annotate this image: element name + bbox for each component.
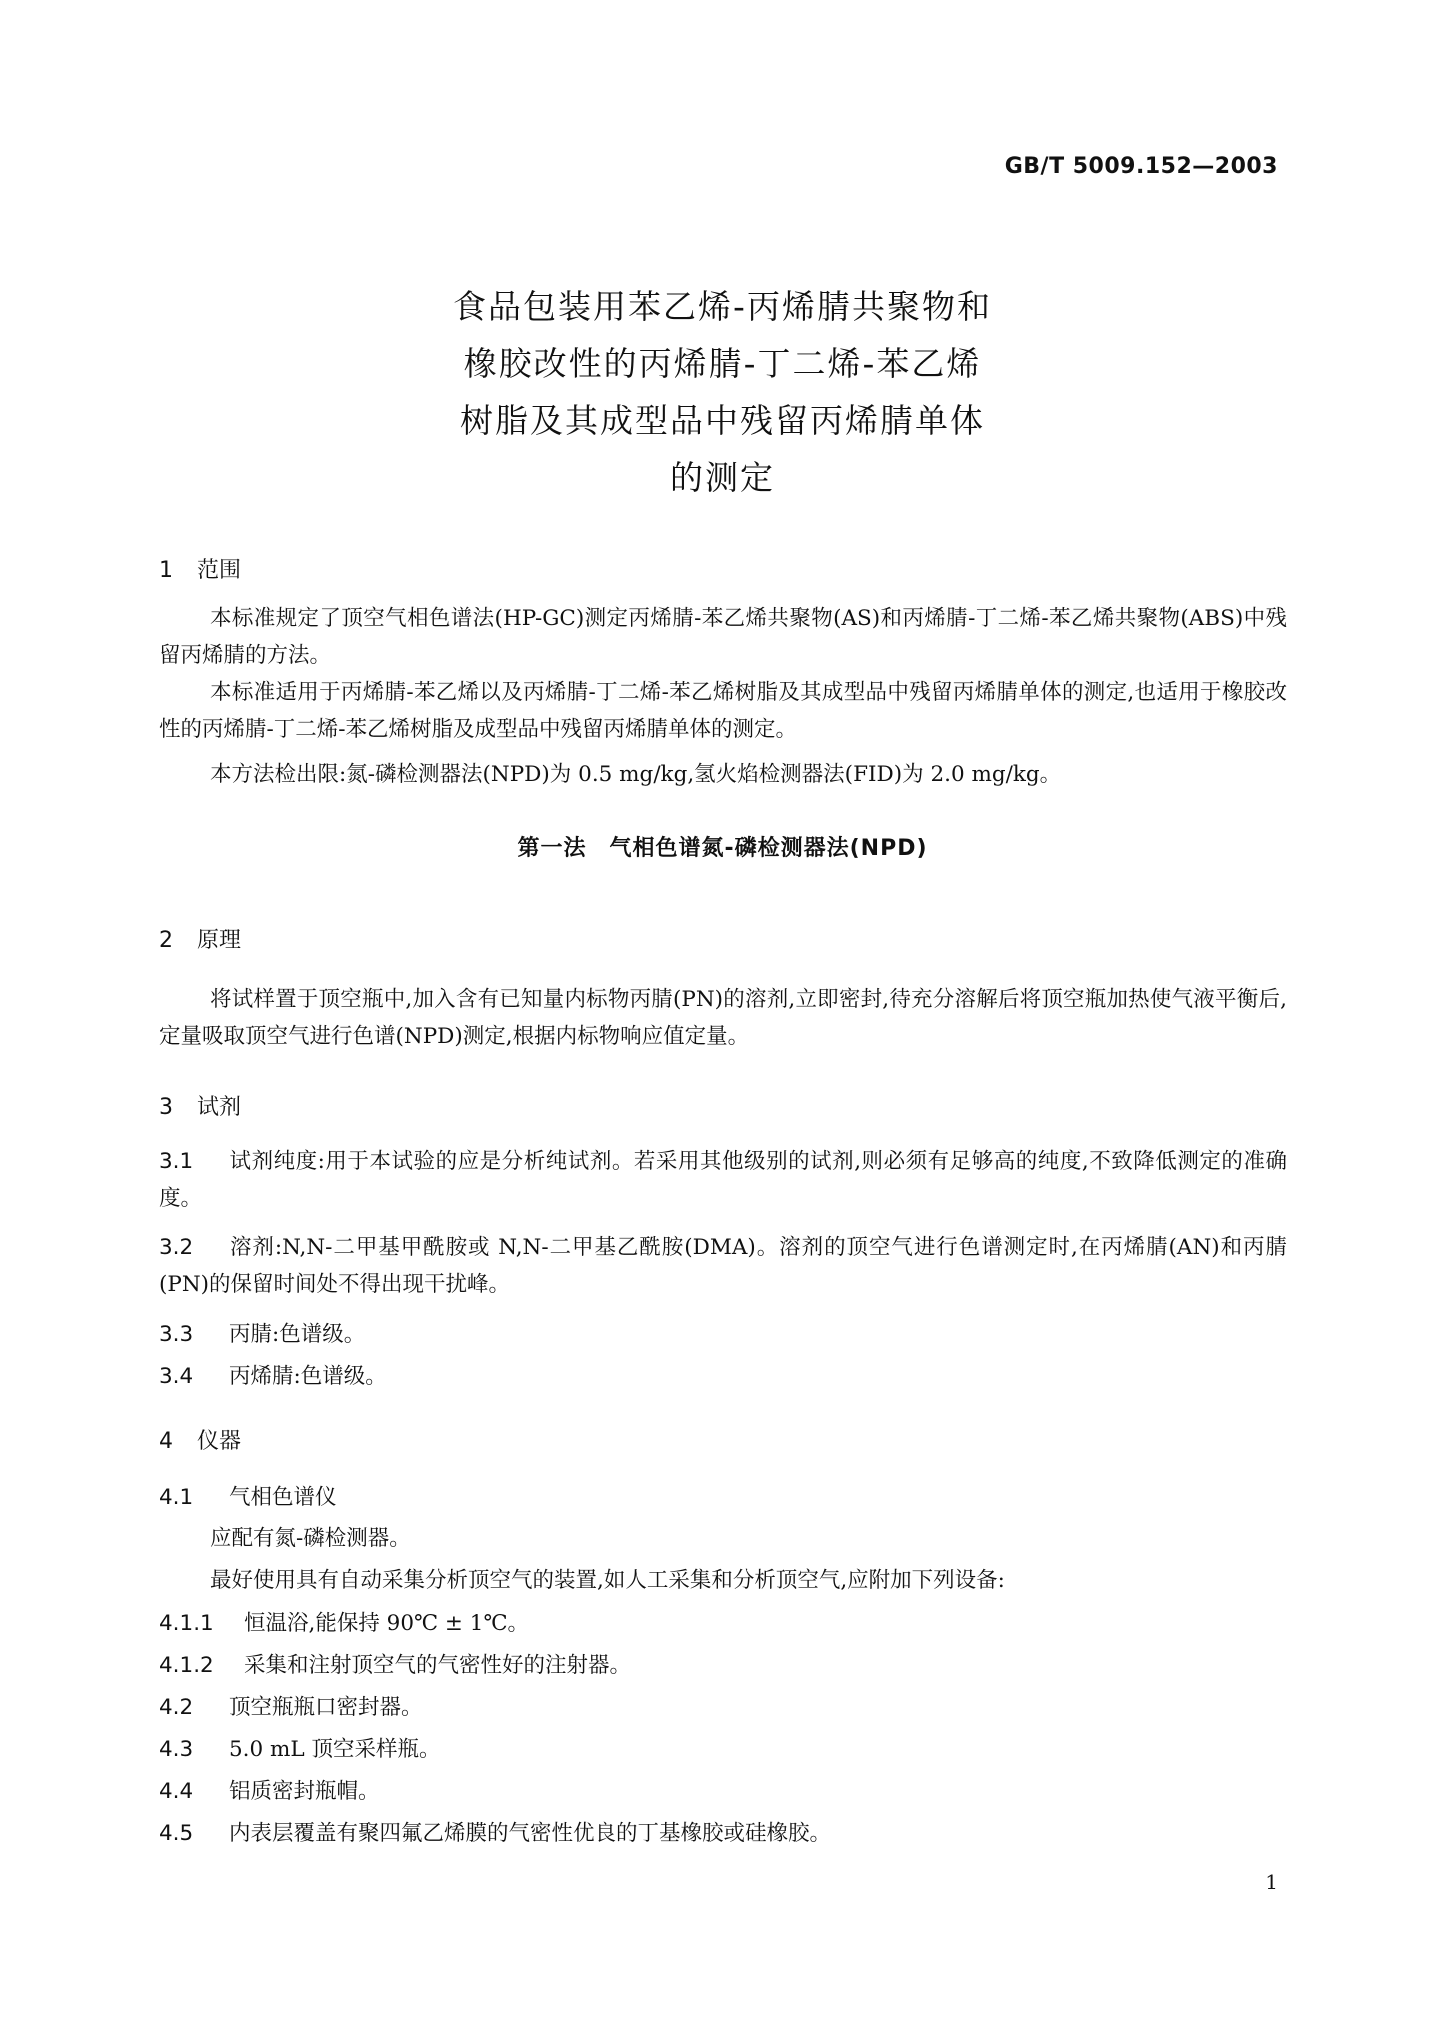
reagent-item: 3.3 丙腈:色谱级。 [159,1322,366,1347]
section-heading-scope: 1 范围 [159,558,242,583]
apparatus-item: 4.2 顶空瓶瓶口密封器。 [159,1695,423,1720]
apparatus-item: 4.1.1 恒温浴,能保持 90℃ ± 1℃。 [159,1611,529,1636]
apparatus-note: 应配有氮-磷检测器。 [210,1526,411,1551]
title-line: 食品包装用苯乙烯-丙烯腈共聚物和 [453,287,992,326]
reagent-item: 3.1 试剂纯度:用于本试验的应是分析纯试剂。若采用其他级别的试剂,则必须有足够高的纯度,不致降低测定的准确度。 [159,1149,1287,1211]
title-line: 树脂及其成型品中残留丙烯腈单体 [460,401,985,440]
scope-paragraph-2: 本标准适用于丙烯腈-苯乙烯以及丙烯腈-丁二烯-苯乙烯树脂及其成型品中残留丙烯腈单体的测定,也适用于橡胶改性的丙烯腈-丁二烯-苯乙烯树脂及成型品中残留丙烯腈单体的测定。 [159,680,1287,742]
apparatus-item: 4.3 5.0 mL 顶空采样瓶。 [159,1737,441,1762]
reagent-item: 3.4 丙烯腈:色谱级。 [159,1364,387,1389]
title-line: 的测定 [670,458,775,497]
reagent-item: 3.2 溶剂:N,N-二甲基甲酰胺或 N,N-二甲基乙酰胺(DMA)。溶剂的顶空气进行色谱测定时,在丙烯腈(AN)和丙腈(PN)的保留时间处不得出现干扰峰。 [159,1235,1287,1297]
section-heading-apparatus: 4 仪器 [159,1429,242,1454]
apparatus-item: 4.4 铝质密封瓶帽。 [159,1779,380,1804]
document-title [0,278,1445,506]
scope-paragraph-1: 本标准规定了顶空气相色谱法(HP-GC)测定丙烯腈-苯乙烯共聚物(AS)和丙烯腈-丁二烯-苯乙烯共聚物(ABS)中残留丙烯腈的方法。 [159,606,1287,668]
standard-code: GB/T 5009.152—2003 [1004,154,1278,179]
method-heading: 第一法 气相色谱氮-磷检测器法(NPD) [517,836,928,861]
title-line: 橡胶改性的丙烯腈-丁二烯-苯乙烯 [463,344,982,383]
principle-paragraph: 将试样置于顶空瓶中,加入含有已知量内标物丙腈(PN)的溶剂,立即密封,待充分溶解后将顶空瓶加热使气液平衡后,定量吸取顶空气进行色谱(NPD)测定,根据内标物响应值定量。 [159,987,1287,1049]
section-heading-principle: 2 原理 [159,928,242,953]
section-heading-reagents: 3 试剂 [159,1095,242,1120]
page-number: 1 [1265,1870,1278,1894]
apparatus-item: 4.1.2 采集和注射顶空气的气密性好的注射器。 [159,1653,632,1678]
apparatus-note: 最好使用具有自动采集分析顶空气的装置,如人工采集和分析顶空气,应附加下列设备: [210,1568,1005,1593]
apparatus-item: 4.1 气相色谱仪 [159,1485,337,1510]
apparatus-item: 4.5 内表层覆盖有聚四氟乙烯膜的气密性优良的丁基橡胶或硅橡胶。 [159,1821,832,1846]
scope-paragraph-3: 本方法检出限:氮-磷检测器法(NPD)为 0.5 mg/kg,氢火焰检测器法(FID)为 2.0 mg/kg。 [210,762,1062,787]
